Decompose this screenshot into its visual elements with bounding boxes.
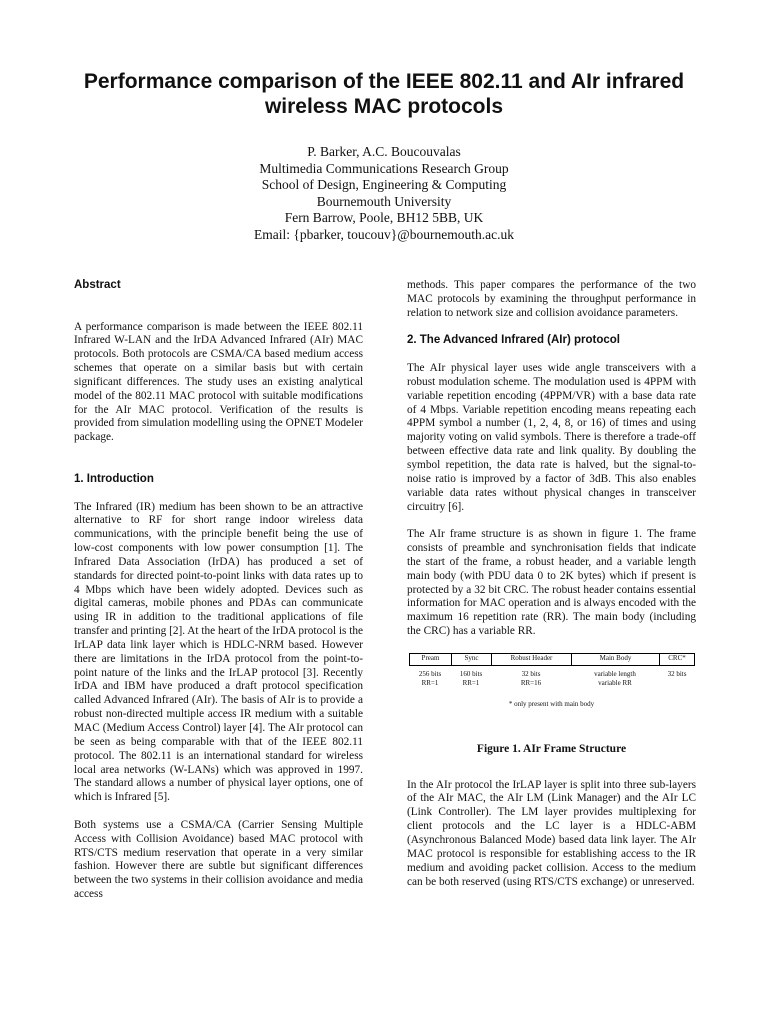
figure-caption: Figure 1. AIr Frame Structure (476, 742, 627, 755)
frame-field-main-body: Main Body (571, 653, 659, 666)
intro-paragraph-2: Both systems use a CSMA/CA (Carrier Sensing Multiple Access with Collision Avoidance) based MAC protocol with RTS/CTS medium reservation that operate in a very similar fashion. However there are subtle but significant differences between the two systems in their collision avoidance and media access (74, 818, 363, 901)
size-label: 160 bits RR=1 (459, 669, 483, 687)
abstract-heading: Abstract (74, 279, 121, 291)
address: Fern Barrow, Poole, BH12 5BB, UK (284, 210, 484, 226)
section2-paragraph-2: The AIr frame structure is as shown in figure 1. The frame consists of preamble and synchronisation fields that indicate the start of the frame, a robust header, and a variable length main body (with PDU data 0 to 2K bytes) which if present is protected by a 32 bit CRC. The robust header contains essential information for MAC operation and is always encoded with the maximum 16 repetition rate (RR). The main body (including the CRC) has a variable RR. (407, 528, 696, 638)
research-group: Multimedia Communications Research Group (259, 160, 509, 176)
size-label: 32 bits (667, 669, 687, 678)
size-label: variable length variable RR (594, 669, 636, 687)
right-column (407, 279, 696, 903)
frame-field-crc: CRC* (659, 653, 695, 666)
paper-title: Performance comparison of the IEEE 802.11 and AIr infrared wireless MAC protocols (83, 70, 685, 118)
frame-footnote: * only present with main body (508, 699, 595, 708)
section2-heading: 2. The Advanced Infrared (AIr) protocol (407, 334, 620, 347)
author-names: P. Barker, A.C. Boucouvalas (307, 144, 461, 159)
section2-paragraph-3: In the AIr protocol the IrLAP layer is split into three sub-layers of the AIr MAC, the AIr LM (Link Manager) and the AIr LC (Link Controller). The LM layer provides multiplexing for client protocols and the LC layer is a HDLC-ABM (Asynchronous Balanced Mode) based data link layer. The AIr MAC protocol is responsible for establishing access to the IR medium and avoiding packet collision. Access to the medium can be both reserved (using RTS/CTS exchange) or unreserved. (407, 778, 696, 888)
school: School of Design, Engineering & Computing (261, 177, 507, 193)
frame-field-preamble: Pream (409, 653, 451, 666)
frame-field-sync: Sync (451, 653, 491, 666)
size-label: 256 bits RR=1 (418, 669, 442, 687)
frame-field-robust-header: Robust Header (491, 653, 571, 666)
abstract-text: A performance comparison is made between the IEEE 802.11 Infrared W-LAN and the IrDA Advanced Infrared (AIr) MAC protocols. Both protocols are CSMA/CA based medium access schemes that operate on a similar basis but with certain significant differences. The study uses an existing analytical model of the 802.11 MAC protocol with suitable modifications for the AIr MAC protocol. Verification of the results is provided from simulation modelling using the OPNET Modeler package. (74, 320, 363, 444)
intro-paragraph-3: methods. This paper compares the performance of the two MAC protocols by examining the throughput performance in relation to network size and collision avoidance parameters. (407, 279, 696, 319)
author-block (160, 144, 608, 244)
section2-paragraph-1: The AIr physical layer uses wide angle transceivers with a robust modulation scheme. The modulation used is 4PPM with variable repetition encoding (4PPM/VR) with a base data rate of 4 Mbps. Variable repetition encoding means repeating each 4PPM symbol a number (1, 2, 4, 8, or 16) of times and using majority voting on valid symbols. There is therefore a trade-off between effective data rate and link quality. By doubling the symbol repetition, the data rate is halved, but the signal-to-noise ratio is improved by a factor of 3dB. This also enables variable data rates without physical changes in transceiver circuitry [6]. (407, 362, 696, 513)
size-label: 32 bits RR=16 (520, 669, 542, 687)
frame-structure-figure (407, 653, 696, 733)
university: Bournemouth University (316, 193, 452, 209)
intro-heading: 1. Introduction (74, 472, 154, 485)
email[interactable]: Email: {pbarker, toucouv}@bournemouth.ac.uk (254, 226, 514, 242)
intro-paragraph-1: The Infrared (IR) medium has been shown to be an attractive alternative to RF for short range indoor wireless data communications, with the principle benefit being the use of low-cost components with low power consumption [1]. The Infrared Data Association (IrDA) has produced a set of standards for directed point-to-point links with data rates up to 4 Mbps which have been widely adopted. Devices such as digital cameras, mobile phones and PDAs can communicate using IR in addition to the traditional applications of file transfer and printing [2]. At the heart of the IrDA protocol is the IrLAP data link layer which is HDLC-NRM based. However there are limitations in the IrDA protocol from the point-to-point nature of the links and the IrLAP protocol [3]. Recently IrDA and IBM have produced a draft protocol specification called Advanced Infrared (AIr). The basis of AIr is to provide a robust non-directed multiple access IR medium with a suitable MAC (Medium Access Control) layer [4]. The AIr protocol can be seen as being comparable with that of the IEEE 802.11 protocol. The 802.11 is an international standard for wireless local area networks (W-LANs) which was approved in 1997. The standard allows a number of physical layer options, one of which is Infrared [5]. (74, 500, 363, 804)
left-column (74, 279, 363, 916)
frame-sizes-row (409, 670, 695, 688)
frame-fields-row (409, 653, 695, 666)
